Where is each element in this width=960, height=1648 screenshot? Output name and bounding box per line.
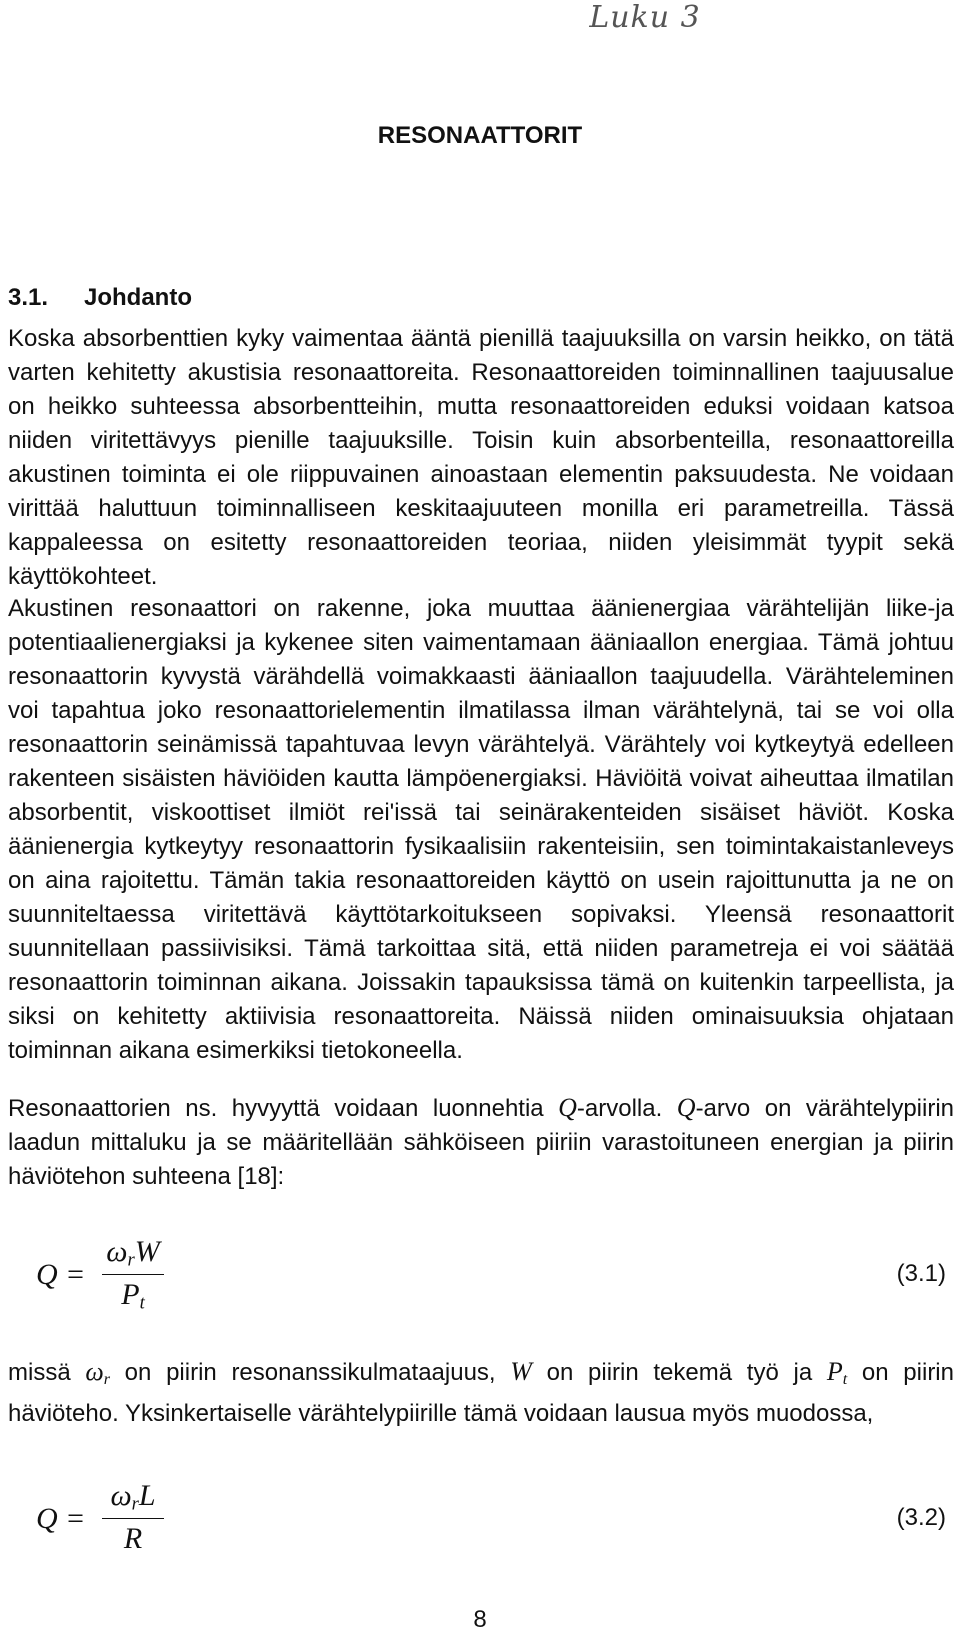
equation-fraction [102,1232,164,1315]
equation-denominator: R [123,1522,143,1555]
section-number: 3.1. [8,284,49,311]
equation-3-2 [8,1476,954,1566]
equation-numerator: $\omega_rW$ [106,1235,160,1271]
q-symbol: Q [676,1093,696,1122]
q-symbol: Q [558,1093,577,1122]
equation-fraction [102,1476,164,1559]
paragraph-intro: Koska absorbenttien kyky vaimentaa ääntä pienillä taajuuksilla on varsin heikko, on tätä varten kehitetty akustisia resonaattoreita. Resonaattoreiden toiminnallinen taajuusalue on heikko suhteessa absorbentteihin, mutta resonaattoreiden eduksi voidaan katsoa niiden viritettävyys pienille taajuuksille. Toisin kuin absorbenteilla, resonaattoreilla akustinen toiminta ei ole riippuvainen ainoastaan elementin paksuudesta. Ne voidaan virittää haluttuun toiminnalliseen keskitaajuuteen monilla eri parametreilla. Tässä kappaleessa on esitetty resonaattoreiden teoriaa, niiden yleisimmät tyypit sekä käyttökohteet. [8,325,954,590]
equation-numerator: $\omega_rL$ [110,1479,156,1515]
page-number: 8 [473,1606,487,1633]
chapter-label: Luku 3 [589,0,701,35]
paragraph-q-value: Resonaattorien ns. hyvyyttä voidaan luonnehtia Q-arvolla. Q-arvo on värähtelypiirin laadun mittaluku ja se määritellään sähköiseen piiriin varastoituneen energian ja piirin häviötehon suhteena [18]: [8,1093,954,1190]
p-symbol: $P_t$ [826,1357,848,1389]
equation-denominator: $P_t$ [121,1278,145,1314]
section-heading [8,284,192,312]
equation-number: (3.2) [896,1504,946,1531]
page-title: RESONAATTORIT [377,122,583,149]
paragraph-symbols: missä $\omega_r$ on piirin resonanssikulmataajuus, W on piirin tekemä työ ja $P_t$ on piirin häviöteho. Yksinkertaiselle värähtelypiirille tämä voidaan lausua myös muodossa, [8,1357,954,1428]
section-title: Johdanto [84,284,192,311]
w-symbol: W [510,1357,532,1386]
paragraph-acoustic-resonator: Akustinen resonaattori on rakenne, joka muuttaa äänienergiaa värähtelijän liike-ja potentiaalienergiaksi ja kykenee siten vaimentamaan ääniaallon energiaa. Tämä johtuu resonaattorin kyvystä värähdellä voimakkaasti ääniaallon taajuudella. Värähteleminen voi tapahtua joko resonaattorielementin ilmatilassa ilman värähtelynä, tai se voi olla resonaattorin seinämissä tapahtuvaa levyn värähtelyä. Värähtely voi kytkeytyä edelleen rakenteen sisäisten häviöiden kautta lämpöenergiaksi. Häviöitä voivat aiheuttaa ilmatilan absorbentit, viskoottiset ilmiöt rei'issä tai seinärakenteiden sisäiset häviöt. Koska äänienergia kytkeytyy resonaattorin fysikaalisiin rakenteisiin, sen toimintakaistanleveys on aina rajoitettu. Tämän takia resonaattoreiden käyttö on usein rajoittunutta ja ne on suunniteltaessa viritettävä käyttötarkoitukseen sopivaksi. Yleensä resonaattorit suunnitellaan passiivisiksi. Tämä tarkoittaa sitä, että niiden parametreja ei voi säätää resonaattorin toiminnan aikana. Joissakin tapauksissa tämä on kuitenkin tarpeellista, ja siksi on kehitetty aktiivisia resonaattoreita. Näissä niiden ominaisuuksia ohjataan toiminnan aikana esimerkiksi tietokoneella. [8,595,954,1064]
equation-lhs: Q = [36,1258,86,1291]
equation-number: (3.1) [896,1260,946,1287]
omega-symbol: $\omega_r$ [85,1357,110,1389]
equation-lhs: Q = [36,1502,86,1535]
equation-3-1 [8,1232,954,1322]
